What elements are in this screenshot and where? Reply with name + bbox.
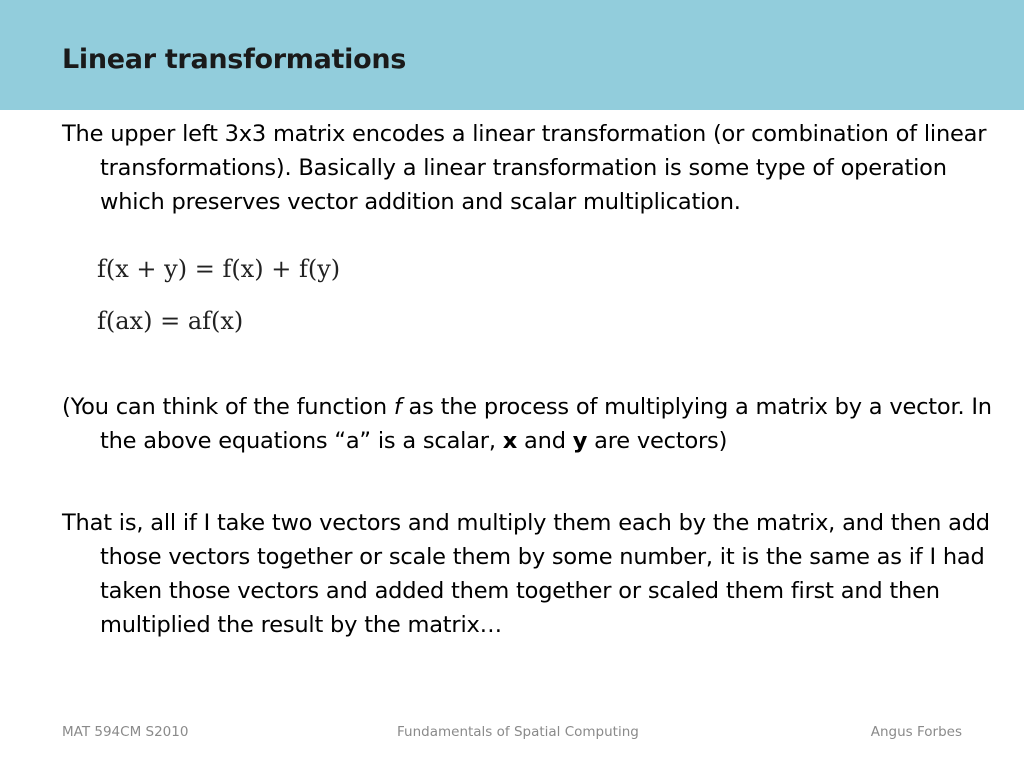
note-text-3: and [517, 428, 573, 454]
footer-course: MAT 594CM S2010 [62, 724, 189, 740]
note-text-2: as the process of multiplying a matrix by a vector. In the above equations “a” is a scalar, [100, 394, 992, 454]
title-bar [0, 0, 1024, 110]
paragraph-definition: The upper left 3x3 matrix encodes a linear transformation (or combination of linear transformations). Basically a linear transformation is some type of operation which preserves vector addition and scalar multiplication. [62, 121, 987, 215]
footer-course-title: Fundamentals of Spatial Computing [397, 724, 639, 740]
vector-x: x [502, 428, 518, 454]
footer-author: Angus Forbes [870, 724, 962, 740]
note-text-1: (You can think of the function [62, 394, 394, 420]
paragraph-explanation: That is, all if I take two vectors and multiply them each by the matrix, and then add those vectors together or scale them by some number, it is the same as if I had taken those vectors and added them together or scaled them first and then multiplied the result by the matrix… [62, 510, 990, 638]
paragraph-function-note [62, 390, 1000, 458]
slide-title: Linear transformations [62, 44, 407, 75]
function-symbol: f [393, 394, 402, 420]
note-text-4: are vectors) [587, 428, 728, 454]
vector-y: y [572, 428, 588, 454]
equation-additivity: f(x + y) = f(x) + f(y) [97, 255, 341, 283]
equation-homogeneity: f(ax) = af(x) [97, 307, 244, 335]
